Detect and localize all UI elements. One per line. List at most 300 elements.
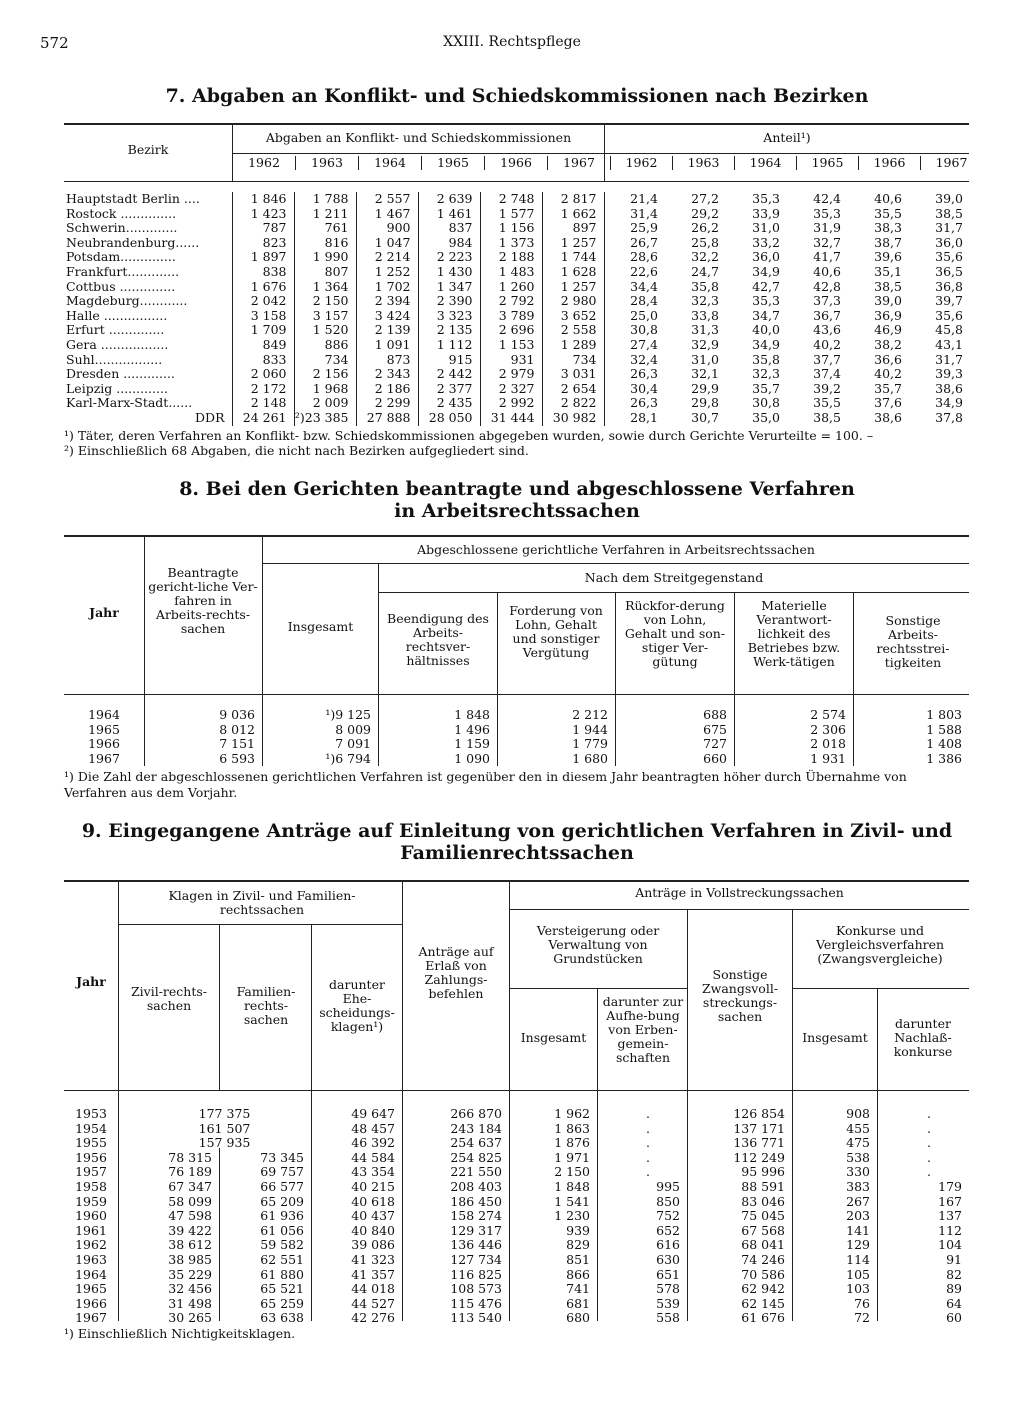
value-cell: 208 403 xyxy=(450,1178,503,1194)
abgaben-value: 2 150 xyxy=(294,294,356,309)
value-cell: 60 xyxy=(946,1310,963,1326)
value-cell: 8 012 xyxy=(219,721,255,737)
value-cell: 63 638 xyxy=(260,1310,305,1326)
value-cell: 112 249 xyxy=(733,1149,786,1165)
value-cell: 7 091 xyxy=(335,736,371,752)
abgaben-value: 2 558 xyxy=(542,323,604,338)
anteil-value: 43,1 xyxy=(935,336,963,352)
value-cell: 88 591 xyxy=(741,1178,786,1194)
table8-col-sonstige: Sonstige Arbeits-rechtsstrei-tigkeiten xyxy=(876,613,950,670)
year-cell: 1960 xyxy=(75,1208,107,1224)
anteil-value: 36,8 xyxy=(935,278,963,294)
anteil-value: 39,0 xyxy=(935,191,963,206)
value-cell: 2 150 xyxy=(554,1164,591,1180)
bezirk-name: Halle ................ xyxy=(66,307,168,323)
anteil-value: 27,2 xyxy=(691,191,719,206)
anteil-value: 31,7 xyxy=(935,351,963,367)
anteil-value: 32,3 xyxy=(752,366,780,382)
merged-klagen-cell: 177 375 xyxy=(198,1106,251,1121)
value-cell: 136 446 xyxy=(450,1237,503,1253)
year-cell: 1964 xyxy=(75,1266,107,1282)
value-cell: 39 086 xyxy=(351,1237,396,1253)
table-row xyxy=(64,236,970,251)
abgaben-value: 849 xyxy=(232,338,294,353)
value-cell: 82 xyxy=(946,1266,963,1282)
abgaben-value: 1 846 xyxy=(232,192,294,207)
value-cell: 1 803 xyxy=(926,707,962,722)
value-cell: 46 392 xyxy=(351,1135,396,1151)
value-cell: 72 xyxy=(854,1310,871,1326)
value-cell: 1 159 xyxy=(454,736,490,752)
anteil-value: 32,3 xyxy=(691,293,719,309)
table7-year-header-cell: 1966 xyxy=(485,156,548,170)
value-cell: 43 354 xyxy=(351,1164,396,1180)
table9-col-jahr: Jahr xyxy=(76,974,106,989)
value-cell: 1 408 xyxy=(926,736,962,752)
value-cell: 104 xyxy=(938,1237,963,1253)
anteil-value: 29,8 xyxy=(691,395,719,411)
anteil-value: 35,3 xyxy=(752,191,780,206)
value-cell: 58 099 xyxy=(168,1193,212,1209)
table-row xyxy=(64,221,970,236)
anteil-value: 35,0 xyxy=(752,409,780,425)
table7-year-header xyxy=(233,156,982,170)
anteil-value: 34,9 xyxy=(752,263,780,279)
anteil-value: 31,4 xyxy=(604,207,665,222)
value-cell: 89 xyxy=(946,1281,963,1297)
abgaben-value: 3 652 xyxy=(542,309,604,324)
year-cell: 1965 xyxy=(88,721,120,737)
table8-head-rule xyxy=(64,694,969,695)
anteil-value: 32,9 xyxy=(691,336,719,352)
abgaben-value: 833 xyxy=(232,353,294,368)
anteil-value: 39,7 xyxy=(935,293,963,309)
value-cell: 9 036 xyxy=(219,707,255,722)
value-cell: 254 825 xyxy=(450,1149,503,1165)
value-cell: 1 931 xyxy=(810,750,846,766)
table8-col-rueck: Rückfor-derung von Lohn, Gehalt und son-stiger Ver-gütung xyxy=(624,598,726,669)
table-row xyxy=(64,708,969,723)
table-row xyxy=(64,1238,969,1253)
anteil-value: 22,6 xyxy=(604,265,665,280)
anteil-value: 32,2 xyxy=(691,249,719,265)
table-row xyxy=(64,309,970,324)
table7-year-header-cell: 1963 xyxy=(296,156,359,170)
value-cell: . xyxy=(927,1135,931,1151)
year-cell: 1961 xyxy=(75,1222,107,1238)
abgaben-value: 837 xyxy=(418,221,480,236)
abgaben-value: 2 214 xyxy=(356,250,418,265)
year-cell: 1963 xyxy=(75,1251,107,1267)
abgaben-value: 2 435 xyxy=(418,396,480,411)
table7-year-header-cell: 1965 xyxy=(797,156,859,170)
abgaben-value: 1 897 xyxy=(232,250,294,265)
value-cell: 383 xyxy=(846,1178,871,1194)
anteil-value: 36,5 xyxy=(935,263,963,279)
anteil-value: 42,8 xyxy=(813,278,841,294)
table-row xyxy=(64,1282,969,1297)
value-cell: 65 259 xyxy=(260,1295,305,1311)
anteil-value: 45,8 xyxy=(935,322,963,338)
value-cell: 38 985 xyxy=(168,1251,212,1267)
value-cell: 1 386 xyxy=(926,750,962,766)
anteil-value: 33,8 xyxy=(691,307,719,323)
abgaben-value: 2 148 xyxy=(232,396,294,411)
abgaben-value: 1 257 xyxy=(542,236,604,251)
table9-col-zivil: Zivil-rechts-sachen xyxy=(130,984,208,1013)
anteil-value: 38,5 xyxy=(874,278,902,294)
value-cell: 40 437 xyxy=(351,1208,396,1224)
abgaben-value: ²)23 385 xyxy=(294,411,356,426)
anteil-value: 35,8 xyxy=(691,278,719,294)
table7-year-header-cell: 1967 xyxy=(548,156,611,170)
table9-body xyxy=(64,1107,969,1326)
anteil-value: 38,6 xyxy=(935,380,963,396)
abgaben-value: 1 156 xyxy=(480,221,542,236)
table7-total-row xyxy=(64,411,970,426)
abgaben-value: 3 031 xyxy=(542,367,604,382)
anteil-value: 31,7 xyxy=(935,220,963,236)
value-cell: 267 xyxy=(846,1193,871,1209)
value-cell: . xyxy=(646,1164,650,1180)
value-cell: 475 xyxy=(846,1135,871,1151)
year-cell: 1956 xyxy=(75,1149,107,1165)
anteil-value: 39,2 xyxy=(813,380,841,396)
anteil-value: 38,5 xyxy=(813,409,841,425)
table-row xyxy=(64,367,970,382)
abgaben-value: 1 289 xyxy=(542,338,604,353)
anteil-value: 24,7 xyxy=(691,263,719,279)
anteil-value: 32,1 xyxy=(691,366,719,382)
value-cell: . xyxy=(927,1149,931,1165)
value-cell: 47 598 xyxy=(168,1208,212,1224)
abgaben-value: 24 261 xyxy=(232,411,294,426)
abgaben-value: 2 009 xyxy=(294,396,356,411)
table-row xyxy=(64,250,970,265)
abgaben-value: 2 390 xyxy=(418,294,480,309)
value-cell: . xyxy=(927,1164,931,1180)
table-row xyxy=(64,265,970,280)
table7-top-rule xyxy=(64,123,969,125)
table9-col-konk-dar: darunter Nachlaß-konkurse xyxy=(893,1016,953,1059)
anteil-value: 38,6 xyxy=(874,409,902,425)
anteil-value: 40,6 xyxy=(813,263,841,279)
value-cell: 61 056 xyxy=(260,1222,305,1238)
table7-group-abgaben: Abgaben an Konflikt- und Schiedskommissionen xyxy=(265,130,572,145)
value-cell: 6 593 xyxy=(219,750,255,766)
anteil-value: 38,3 xyxy=(874,220,902,236)
value-cell: 1 962 xyxy=(554,1106,591,1121)
abgaben-value: 2 156 xyxy=(294,367,356,382)
bezirk-name: Erfurt .............. xyxy=(66,322,165,338)
abgaben-value: 1 788 xyxy=(294,192,356,207)
merged-klagen-cell: 157 935 xyxy=(198,1135,251,1151)
abgaben-value: 1 628 xyxy=(542,265,604,280)
value-cell: 69 757 xyxy=(260,1164,305,1180)
value-cell: 62 551 xyxy=(260,1251,305,1267)
value-cell: 8 009 xyxy=(335,721,371,737)
value-cell: 538 xyxy=(846,1149,871,1165)
abgaben-value: 2 792 xyxy=(480,294,542,309)
value-cell: 66 577 xyxy=(260,1178,305,1194)
value-cell: 254 637 xyxy=(450,1135,503,1151)
value-cell: 866 xyxy=(566,1266,591,1282)
year-cell: 1958 xyxy=(75,1178,107,1194)
anteil-value: 26,7 xyxy=(604,236,665,251)
bezirk-name: Cottbus .............. xyxy=(66,278,176,294)
value-cell: 35 229 xyxy=(168,1266,212,1282)
abgaben-value: 2 139 xyxy=(356,323,418,338)
value-cell: 660 xyxy=(703,750,727,766)
value-cell: 65 521 xyxy=(260,1281,305,1297)
table8-title-line2: in Arbeitsrechtssachen xyxy=(394,500,640,522)
table-row xyxy=(64,1224,969,1239)
abgaben-value: 1 662 xyxy=(542,207,604,222)
anteil-value: 21,4 xyxy=(604,192,665,207)
abgaben-value: 838 xyxy=(232,265,294,280)
year-cell: 1967 xyxy=(75,1310,107,1326)
anteil-value: 25,8 xyxy=(691,234,719,250)
abgaben-value: 761 xyxy=(294,221,356,236)
abgaben-value: 734 xyxy=(294,353,356,368)
table-row xyxy=(64,1122,969,1137)
table9-col-familien: Familien-rechts-sachen xyxy=(236,984,296,1027)
value-cell: 40 618 xyxy=(351,1193,396,1209)
bezirk-name: Frankfurt............. xyxy=(66,263,180,279)
value-cell: 40 215 xyxy=(351,1178,396,1194)
value-cell: 31 498 xyxy=(168,1295,212,1311)
value-cell: 78 315 xyxy=(168,1149,212,1165)
year-cell: 1967 xyxy=(88,750,120,766)
value-cell: 126 854 xyxy=(733,1106,786,1121)
table-row xyxy=(64,280,970,295)
value-cell: 95 996 xyxy=(741,1164,786,1180)
value-cell: 630 xyxy=(656,1251,681,1267)
year-cell: 1962 xyxy=(75,1237,107,1253)
value-cell: 75 045 xyxy=(741,1208,786,1224)
value-cell: 455 xyxy=(846,1120,871,1136)
abgaben-value: 2 696 xyxy=(480,323,542,338)
value-cell: 105 xyxy=(846,1266,871,1282)
abgaben-value: 931 xyxy=(480,353,542,368)
table8-col-insgesamt: Insgesamt xyxy=(287,619,354,634)
abgaben-value: 1 373 xyxy=(480,236,542,251)
table-row xyxy=(64,1209,969,1224)
value-cell: 73 345 xyxy=(260,1149,305,1165)
abgaben-value: 823 xyxy=(232,236,294,251)
anteil-value: 39,0 xyxy=(874,293,902,309)
abgaben-value: 1 257 xyxy=(542,280,604,295)
year-cell: 1955 xyxy=(75,1135,107,1151)
abgaben-value: 873 xyxy=(356,353,418,368)
anteil-value: 33,2 xyxy=(752,234,780,250)
anteil-value: 40,2 xyxy=(813,336,841,352)
value-cell: . xyxy=(646,1149,650,1165)
table-row xyxy=(64,294,970,309)
table9-col-vers-ins: Insgesamt xyxy=(520,1030,587,1045)
value-cell: 137 171 xyxy=(733,1120,786,1136)
value-cell: 1 230 xyxy=(554,1208,591,1224)
value-cell: 59 582 xyxy=(260,1237,305,1253)
abgaben-value: 900 xyxy=(356,221,418,236)
anteil-value: 46,9 xyxy=(874,322,902,338)
abgaben-value: 3 157 xyxy=(294,309,356,324)
table-row xyxy=(64,323,970,338)
bezirk-name: Karl-Marx-Stadt...... xyxy=(66,395,193,411)
value-cell: 243 184 xyxy=(450,1120,503,1136)
anteil-value: 35,3 xyxy=(752,293,780,309)
abgaben-value: 2 327 xyxy=(480,382,542,397)
abgaben-value: 807 xyxy=(294,265,356,280)
value-cell: 76 189 xyxy=(168,1164,212,1180)
value-cell: 727 xyxy=(703,736,727,752)
year-cell: 1957 xyxy=(75,1164,107,1180)
abgaben-value: 3 323 xyxy=(418,309,480,324)
abgaben-value: 984 xyxy=(418,236,480,251)
value-cell: 2 018 xyxy=(810,736,846,752)
abgaben-value: 2 135 xyxy=(418,323,480,338)
value-cell: 2 574 xyxy=(810,707,846,722)
table-row xyxy=(64,723,969,738)
value-cell: 7 151 xyxy=(219,736,255,752)
value-cell: 61 936 xyxy=(260,1208,305,1224)
table7-year-header-cell: 1963 xyxy=(673,156,735,170)
bezirk-name: Suhl................. xyxy=(66,351,163,367)
value-cell: 61 880 xyxy=(260,1266,305,1282)
table8-col-beendigung: Beendigung des Arbeits-rechtsver-hältnisses xyxy=(387,611,489,668)
table8-footnote-1: ¹) Die Zahl der abgeschlossenen gerichtlichen Verfahren ist gegenüber den in diesem Jahr beantragten höher durch Übernahme von xyxy=(64,769,907,784)
abgaben-value: 2 060 xyxy=(232,367,294,382)
table8-group-abgeschlossen: Abgeschlossene gerichtliche Verfahren in Arbeitsrechtssachen xyxy=(417,542,815,557)
abgaben-value: 1 091 xyxy=(356,338,418,353)
value-cell: 1 848 xyxy=(454,707,490,722)
anteil-value: 39,3 xyxy=(935,366,963,382)
bezirk-name: Magdeburg............ xyxy=(66,293,188,309)
value-cell: 681 xyxy=(566,1295,591,1311)
anteil-value: 35,6 xyxy=(935,307,963,323)
table9-group-versteig: Versteigerung oder Verwaltung von Grundstücken xyxy=(536,923,660,966)
anteil-value: 38,2 xyxy=(874,336,902,352)
anteil-value: 39,6 xyxy=(874,249,902,265)
anteil-value: 35,6 xyxy=(935,249,963,265)
value-cell: . xyxy=(927,1120,931,1136)
table-row xyxy=(64,192,970,207)
table9-title-line1: 9. Eingegangene Anträge auf Einleitung von gerichtlichen Verfahren in Zivil- und xyxy=(81,820,953,842)
value-cell: 1 848 xyxy=(554,1178,591,1194)
year-cell: 1954 xyxy=(75,1120,107,1136)
abgaben-value: 27 888 xyxy=(356,411,418,426)
table-row xyxy=(64,1297,969,1312)
table-row xyxy=(64,1311,969,1326)
anteil-value: 37,4 xyxy=(813,366,841,382)
value-cell: 30 265 xyxy=(168,1310,212,1326)
table-row xyxy=(64,737,969,752)
anteil-value: 32,7 xyxy=(813,234,841,250)
abgaben-value: 1 347 xyxy=(418,280,480,295)
value-cell: 127 734 xyxy=(450,1251,503,1267)
value-cell: 62 942 xyxy=(741,1281,786,1297)
value-cell: . xyxy=(646,1135,650,1151)
abgaben-value: 1 252 xyxy=(356,265,418,280)
abgaben-value: 1 467 xyxy=(356,207,418,222)
table7-year-header-cell: 1964 xyxy=(735,156,797,170)
value-cell: 141 xyxy=(846,1222,871,1238)
anteil-value: 25,9 xyxy=(604,221,665,236)
bezirk-name: Hauptstadt Berlin .... xyxy=(66,191,200,206)
abgaben-value: 1 364 xyxy=(294,280,356,295)
anteil-value: 30,8 xyxy=(604,323,665,338)
value-cell: 675 xyxy=(703,721,727,737)
table7-year-header-cell: 1965 xyxy=(422,156,485,170)
bezirk-name: DDR xyxy=(195,409,225,425)
table-row xyxy=(64,382,970,397)
table9-head-rule xyxy=(64,1090,969,1091)
anteil-value: 29,9 xyxy=(691,380,719,396)
year-cell: 1966 xyxy=(75,1295,107,1311)
abgaben-value: 2 343 xyxy=(356,367,418,382)
bezirk-name: Leipzig ............. xyxy=(66,380,168,396)
value-cell: 1 680 xyxy=(572,750,608,766)
table9-group-klagen: Klagen in Zivil- und Familien-rechtssachen xyxy=(168,888,356,917)
abgaben-value: 787 xyxy=(232,221,294,236)
table-row xyxy=(64,1136,969,1151)
value-cell: 651 xyxy=(656,1266,681,1282)
value-cell: 67 568 xyxy=(741,1222,786,1238)
value-cell: 939 xyxy=(566,1222,591,1238)
table-row xyxy=(64,1180,969,1195)
value-cell: 1 944 xyxy=(572,721,608,737)
value-cell: ¹)6 794 xyxy=(325,750,371,766)
table-row xyxy=(64,1107,969,1122)
anteil-value: 31,3 xyxy=(691,322,719,338)
abgaben-value: 30 982 xyxy=(542,411,604,426)
value-cell: 167 xyxy=(938,1193,963,1209)
anteil-value: 28,1 xyxy=(604,411,665,426)
anteil-value: 35,5 xyxy=(874,205,902,221)
abgaben-value: 1 702 xyxy=(356,280,418,295)
value-cell: 32 456 xyxy=(168,1281,212,1297)
table9-col-erlass: Anträge auf Erlaß von Zahlungs-befehlen xyxy=(418,944,494,1001)
value-cell: 752 xyxy=(656,1208,681,1224)
year-cell: 1953 xyxy=(75,1106,107,1121)
year-cell: 1959 xyxy=(75,1193,107,1209)
anteil-value: 35,7 xyxy=(752,380,780,396)
abgaben-value: 2 186 xyxy=(356,382,418,397)
value-cell: 1 971 xyxy=(554,1149,591,1165)
table-row xyxy=(64,1165,969,1180)
value-cell: 41 357 xyxy=(351,1266,396,1282)
anteil-value: 37,7 xyxy=(813,351,841,367)
value-cell: 680 xyxy=(566,1310,591,1326)
anteil-value: 30,8 xyxy=(752,395,780,411)
table7-head-rule xyxy=(64,181,969,182)
value-cell: 67 347 xyxy=(168,1178,212,1194)
value-cell: 70 586 xyxy=(741,1266,786,1282)
anteil-value: 26,3 xyxy=(604,367,665,382)
abgaben-value: 1 968 xyxy=(294,382,356,397)
value-cell: 103 xyxy=(846,1281,871,1297)
value-cell: 44 584 xyxy=(351,1149,396,1165)
abgaben-value: 1 423 xyxy=(232,207,294,222)
anteil-value: 36,9 xyxy=(874,307,902,323)
year-cell: 1964 xyxy=(88,707,120,722)
value-cell: . xyxy=(646,1120,650,1136)
anteil-value: 35,8 xyxy=(752,351,780,367)
table-row xyxy=(64,338,970,353)
abgaben-value: 2 394 xyxy=(356,294,418,309)
anteil-value: 28,6 xyxy=(604,250,665,265)
value-cell: 61 676 xyxy=(741,1310,786,1326)
